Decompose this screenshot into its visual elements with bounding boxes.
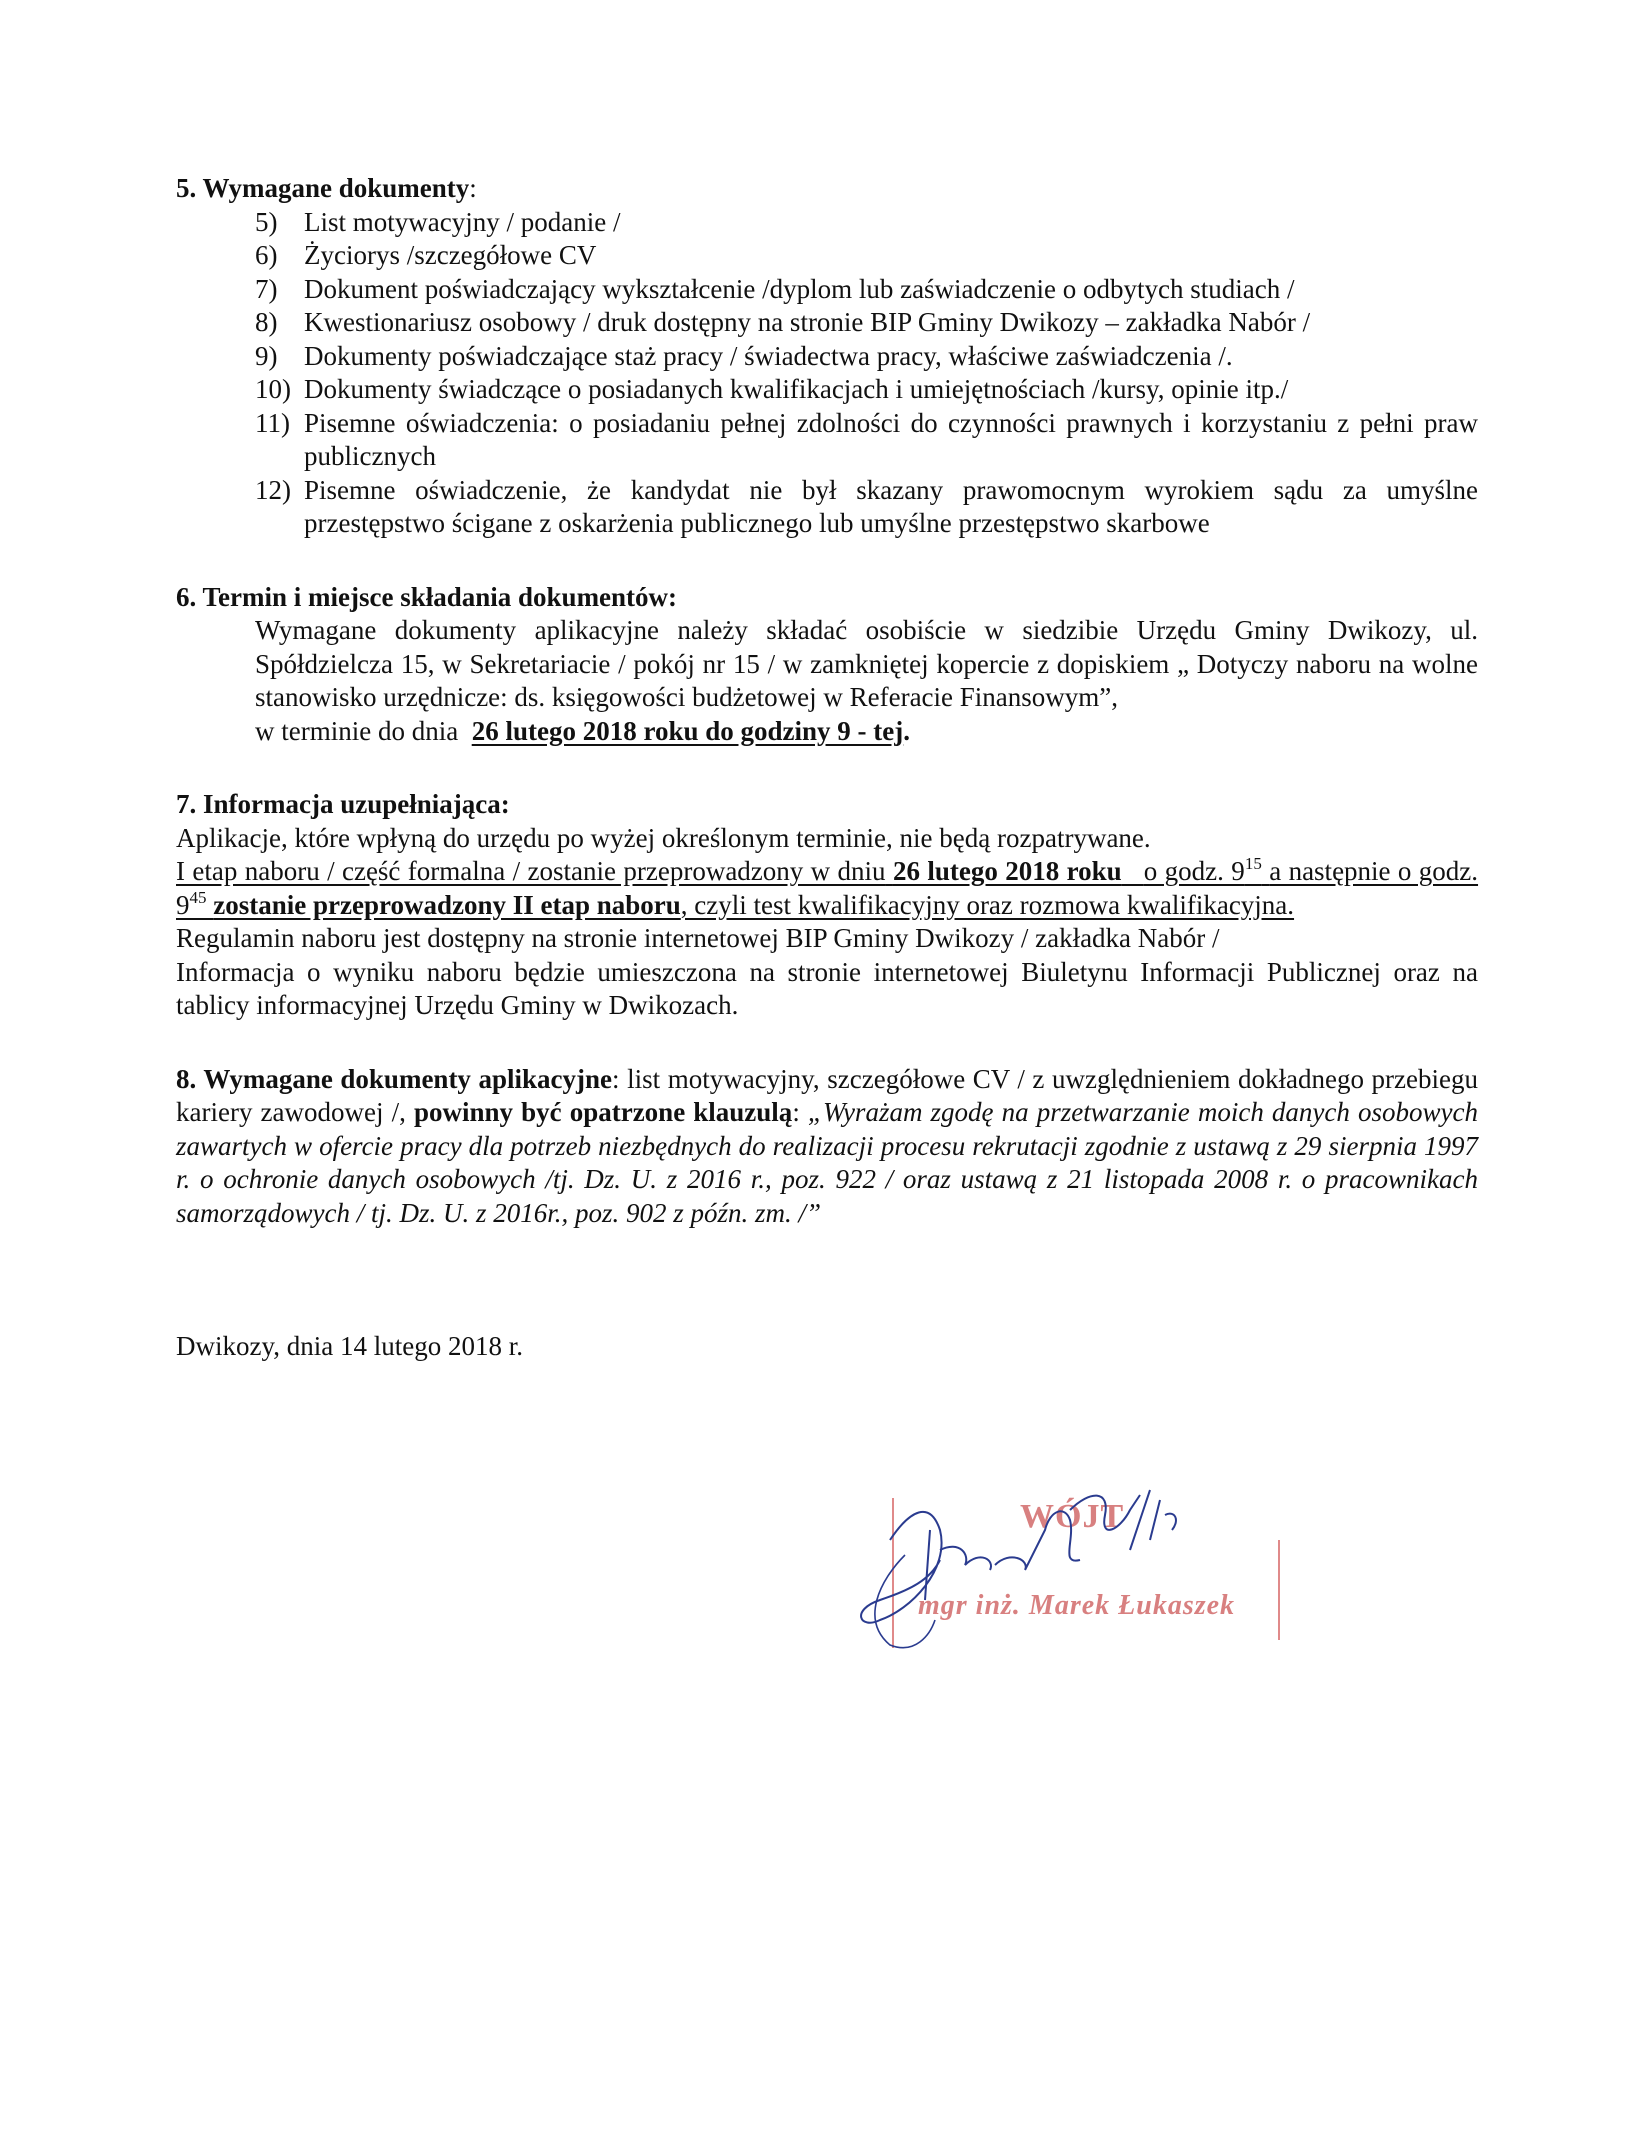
list-item [176,340,1478,374]
list-item [176,407,1478,474]
list-item-text: Dokumenty poświadczające staż pracy / świadectwa pracy, właściwe zaświadczenia /. [304,340,1233,371]
list-item-number: 11) [255,407,290,438]
list-item-text: Dokumenty świadczące o posiadanych kwalifikacjach i umiejętnościach /kursy, opinie itp./ [304,374,1289,404]
section-7-regulamin: Regulamin naboru jest dostępny na stronie internetowej BIP Gminy Dwikozy / zakładka Nabór / [176,923,1220,953]
section-5-heading [176,172,1478,206]
handwritten-signature [820,1470,1300,1650]
list-item-number: 8) [255,307,278,337]
section-5-heading-text: 5. Wymagane dokumenty [176,173,470,203]
list-item-text: List motywacyjny / podanie / [304,206,621,237]
list-item-number: 5) [255,206,278,237]
section-7-late-applications: Aplikacje, które wpłyną do urzędu po wyżej określonym terminie, nie będą rozpatrywane. [176,822,1151,853]
section-6-body-text: Wymagane dokumenty aplikacyjne należy składać osobiście w siedzibie Urzędu Gminy Dwikozy, ul. Spółdzielcza 15, w Sekretariacie / pokój nr 15 / w zamkniętej kopercie z dopiskiem „ Dotyczy naboru na wolne stanowisko urzędnicze: ds. księgowości budżetowej w Referacie Finansowym”, [255,615,1478,712]
section-6-body [176,614,1478,748]
list-item-text: Kwestionariusz osobowy / druk dostępny na stronie BIP Gminy Dwikozy – zakładka Nabór / [304,307,1311,337]
place-and-date: Dwikozy, dnia 14 lutego 2018 r. [176,1331,523,1361]
deadline-date: 26 lutego 2018 roku do godziny 9 - tej [471,715,904,746]
stage2-bold-text: zostanie przeprowadzony II etap naboru [213,889,681,920]
stage2-time: a następnie o godz. 9 [176,856,1479,920]
list-item [176,373,1478,407]
list-item [176,273,1478,307]
section-6-heading: 6. Termin i miejsce składania dokumentów: [176,581,678,612]
stage2-rest-text: , czyli test kwalifikacyjny oraz rozmowa kwalifikacyjna. [680,889,1295,920]
section-6-deadline-line [255,715,1478,749]
list-item [176,206,1478,240]
stage1-time: o godz. 9 [1143,856,1245,886]
list-item-text: Życiorys /szczegółowe CV [304,240,597,270]
list-item-text: Pisemne oświadczenia: o posiadaniu pełnej zdolności do czynności prawnych i korzystaniu z pełni praw publicznych [304,407,1478,471]
stage1-date: 26 lutego 2018 roku [892,856,1122,886]
stamp-title: WÓJT [1020,1498,1125,1535]
list-item-number: 6) [255,240,278,270]
section-8-text: list motywacyjny, szczegółowe CV / z uwzględnieniem dokładnego przebiegu kariery zawodowej /, [176,1063,1479,1127]
section-7-info: Informacja o wyniku naboru będzie umieszczona na stronie internetowej Biuletynu Informacji Publicznej oraz na tablicy informacyjnej Urzędu Gminy w Dwikozach. [176,956,1478,1020]
section-8-bold-text: powinny być opatrzone klauzulą [413,1097,793,1127]
list-item-number: 12) [255,474,291,505]
stage1-time-minutes: 15 [1244,854,1262,873]
deadline-prefix: w terminie do dnia [255,715,459,746]
section-5 [176,172,1478,541]
signature-stamp [820,1470,1300,1650]
stage2-time-minutes: 45 [189,887,207,907]
stage1-text: I etap naboru / część formalna / zostanie przeprowadzony w dniu [176,856,886,886]
section-8-colon: : [612,1063,620,1094]
list-item-text: Pisemne oświadczenie, że kandydat nie był skazany prawomocnym wyrokiem sądu za umyślne przestępstwo ścigane z oskarżenia publicznego lub umyślne przestępstwo skarbowe [304,474,1478,538]
section-6 [176,581,1478,749]
section-5-heading-colon: : [469,173,477,203]
deadline-suffix: . [903,715,910,746]
list-item [176,474,1478,541]
list-item-number: 10) [255,374,291,404]
list-item [176,306,1478,340]
required-documents-list [176,206,1478,541]
list-item-number: 7) [255,273,278,304]
section-8-heading: 8. Wymagane dokumenty aplikacyjne [176,1063,613,1094]
consent-clause: „Wyrażam zgodę na przetwarzanie moich danych osobowych zawartych w ofercie pracy dla potrzeb niezbędnych do realizacji procesu rekrutacji zgodnie z ustawą z 29 sierpnia 1997 r. o ochronie danych osobowych /tj. Dz. U. z 2016 r., poz. 922 / oraz ustawą z 21 listopada 2008 r. o pracownikach samorządowych / tj. Dz. U. z 2016r., poz. 902 z późn. zm. /” [176,1097,1478,1228]
list-item-number: 9) [255,340,278,371]
list-item-text: Dokument poświadczający wykształcenie /dyplom lub zaświadczenie o odbytych studiach / [304,273,1295,304]
document-page [176,172,1478,1364]
section-8-colon2: : [792,1097,808,1127]
section-8 [176,1063,1478,1231]
stamp-name: mgr inż. Marek Łukaszek [918,1590,1236,1621]
section-7-heading: 7. Informacja uzupełniająca: [176,789,510,819]
section-7-stages [176,855,1478,922]
list-item [176,239,1478,273]
section-7 [176,788,1478,1023]
